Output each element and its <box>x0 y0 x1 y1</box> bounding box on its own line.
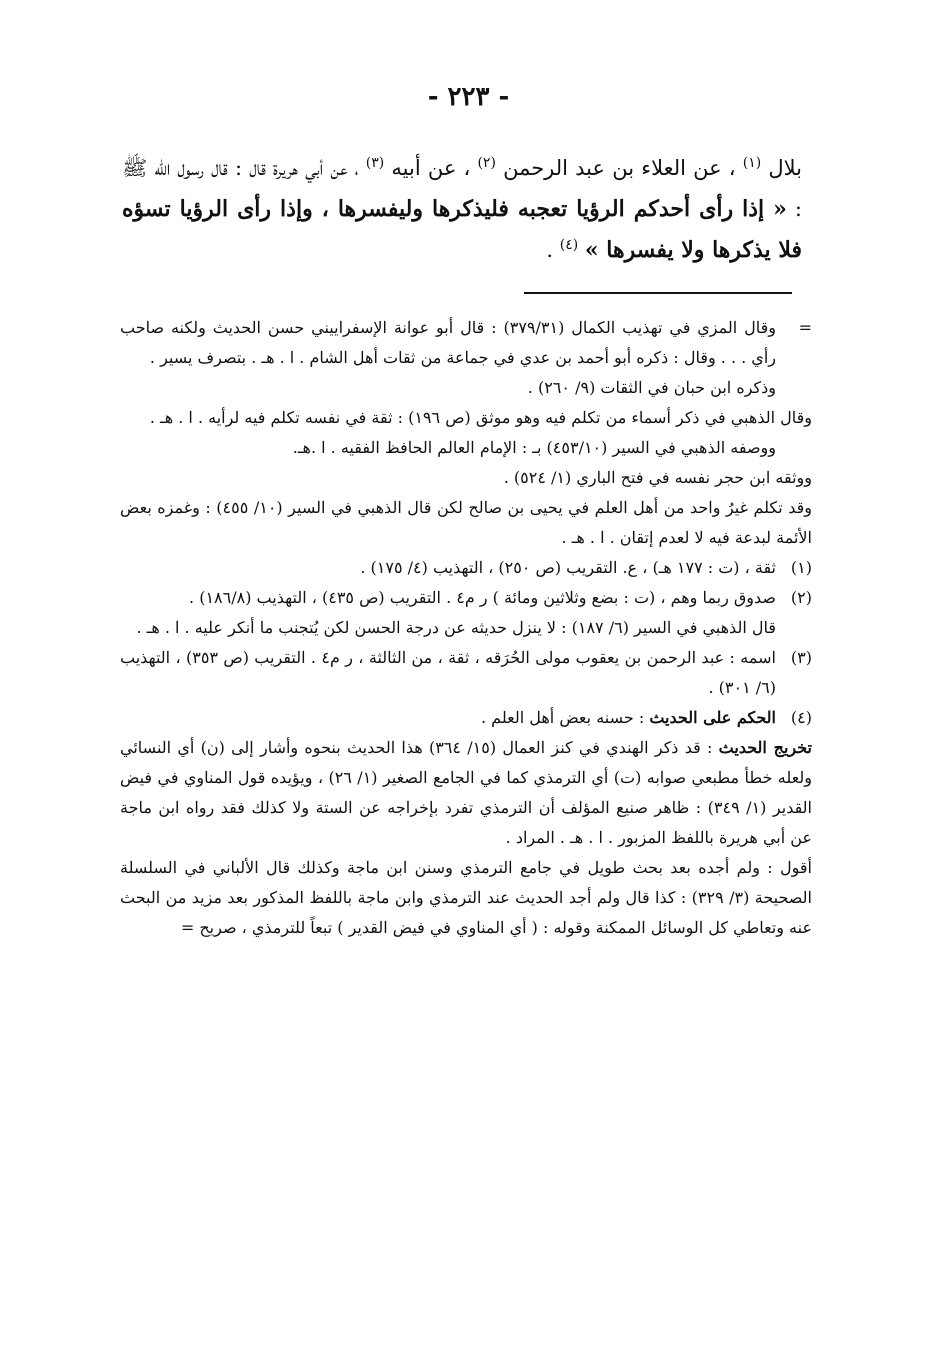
footnote-4-text: : حسنه بعض أهل العلم . <box>481 708 650 727</box>
footnote-paragraph: ووثقه ابن حجر نفسه في فتح الباري (١/ ٥٢٤) . <box>503 468 812 487</box>
aqul-paragraph: أقول : ولم أجده بعد بحث طويل في جامع الترمذي وسنن ابن ماجة وكذلك قال الألباني في السلسلة الصحيحة (٣/ ٣٢٩) : كذا قال ولم أجد الحديث عند الترمذي وابن ماجة باللفظ المذكور بعد مزيد من البحث عنه وتعاطي كل الوسائل الممكنة وقوله : ( أي المناوي في فيض القدير ) تبعاً للترمذي ، صريح = <box>120 858 812 937</box>
footnote-4 <box>120 703 812 733</box>
footnote-3-label: (٣) <box>790 648 812 667</box>
main-text-segment: ، عن أبيه <box>384 156 478 180</box>
takhrij-text: : قد ذكر الهندي في كنز العمال (١٥/ ٣٦٤) هذا الحديث بنحوه وأشار إلى (ن) أي النسائي ولعله خطأ مطبعي صوابه (ت) أي الترمذي كما في الجامع الصغير (١/ ٢٦) ، ويؤيده قول المناوي في فيض القدير (١/ ٣٤٩) : ظاهر صنيع المؤلف أن الترمذي تفرد بإخراجه عن الستة ولا كذلك فقد رواه ابن ماجة عن أبي هريرة باللفظ المزبور . ا . هـ . المراد . <box>120 738 812 847</box>
footnote-1 <box>120 553 812 583</box>
takhrij-heading: تخريج الحديث <box>718 738 813 757</box>
footnote-2-text: صدوق ربما وهم ، (ت : بضع وثلاثين ومائة ) ر م٤ . التقريب (ص ٤٣٥) ، التهذيب (١٨٦/٨) . <box>189 588 776 607</box>
takhrij-paragraph <box>120 733 812 853</box>
footnote-ref-2[interactable]: (٢) <box>477 155 496 171</box>
footnote-2-extra: قال الذهبي في السير (٦/ ١٨٧) : لا ينزل حديثه عن درجة الحسن لكن يُتجنب ما أنكر عليه . ا . هـ . <box>136 618 776 637</box>
main-text-segment: ، عن أبي هريرة قال : قال رسول الله ﷺ : <box>122 156 802 221</box>
footnote-1-label: (١) <box>790 558 812 577</box>
footnote-2-label: (٢) <box>790 588 812 607</box>
footnote-paragraph: وقال الذهبي في ذكر أسماء من تكلم فيه وهو موثق (ص ١٩٦) : ثقة في نفسه تكلم فيه لرأيه . ا . هـ . <box>149 408 812 427</box>
footnote-3-text: اسمه : عبد الرحمن بن يعقوب مولى الحُرَقه ، ثقة ، من الثالثة ، ر م٤ . التقريب (ص ٣٥٣) ، التهذيب (٦/ ٣٠١) . <box>120 648 776 697</box>
footnote-paragraph: ووصفه الذهبي في السير (٤٥٣/١٠) بـ : الإمام العالم الحافظ الفقيه . ا .هـ. <box>292 438 776 457</box>
footnotes <box>120 313 812 943</box>
hadith-text: « إذا رأى أحدكم الرؤيا تعجبه فليذكرها وليفسرها ، وإذا رأى الرؤيا تسؤه فلا يذكرها ولا يفسرها » <box>122 196 802 263</box>
footnote-paragraph: وقد تكلم غيرُ واحد من أهل العلم في يحيى بن صالح لكن قال الذهبي في السير (١٠/ ٤٥٥) : وغمزه بعض الأئمة لبدعة فيه لا لعدم إتقان . ا . هـ . <box>120 498 813 547</box>
footnote-paragraph: وذكره ابن حبان في الثقات (٩/ ٢٦٠) . <box>527 378 776 397</box>
main-text-segment: ، عن العلاء بن عبد الرحمن <box>495 156 743 180</box>
main-text-segment: بلال <box>761 156 802 180</box>
footnote-4-label: (٤) <box>790 708 812 727</box>
main-text-segment: . <box>546 238 560 262</box>
page-number: - ٢٢٣ - <box>427 82 510 112</box>
footnote-ref-1[interactable]: (١) <box>742 155 762 171</box>
footnote-2 <box>120 583 812 613</box>
footnote-1-text: ثقة ، (ت : ١٧٧ هـ) ، ع. التقريب (ص ٢٥٠) ، التهذيب (٤/ ١٧٥) . <box>360 558 776 577</box>
footnote-ref-3[interactable]: (٣) <box>365 155 385 171</box>
footnote-continuation <box>120 313 812 373</box>
ruling-heading: الحكم على الحديث <box>649 708 776 727</box>
footnote-3 <box>120 643 812 703</box>
footnote-ref-4[interactable]: (٤) <box>559 237 579 253</box>
continuation-marker: = <box>798 318 812 337</box>
footnote-text: وقال المزي في تهذيب الكمال (٣٧٩/٣١) : قال أبو عوانة الإسفراييني حسن الحديث ولكنه صاحب رأي . . . وقال : ذكره أبو أحمد بن عدي في جماعة من ثقات أهل الشام . ا . هـ . بتصرف يسير . <box>120 318 776 367</box>
main-text <box>122 148 802 271</box>
footnote-separator <box>524 292 792 294</box>
